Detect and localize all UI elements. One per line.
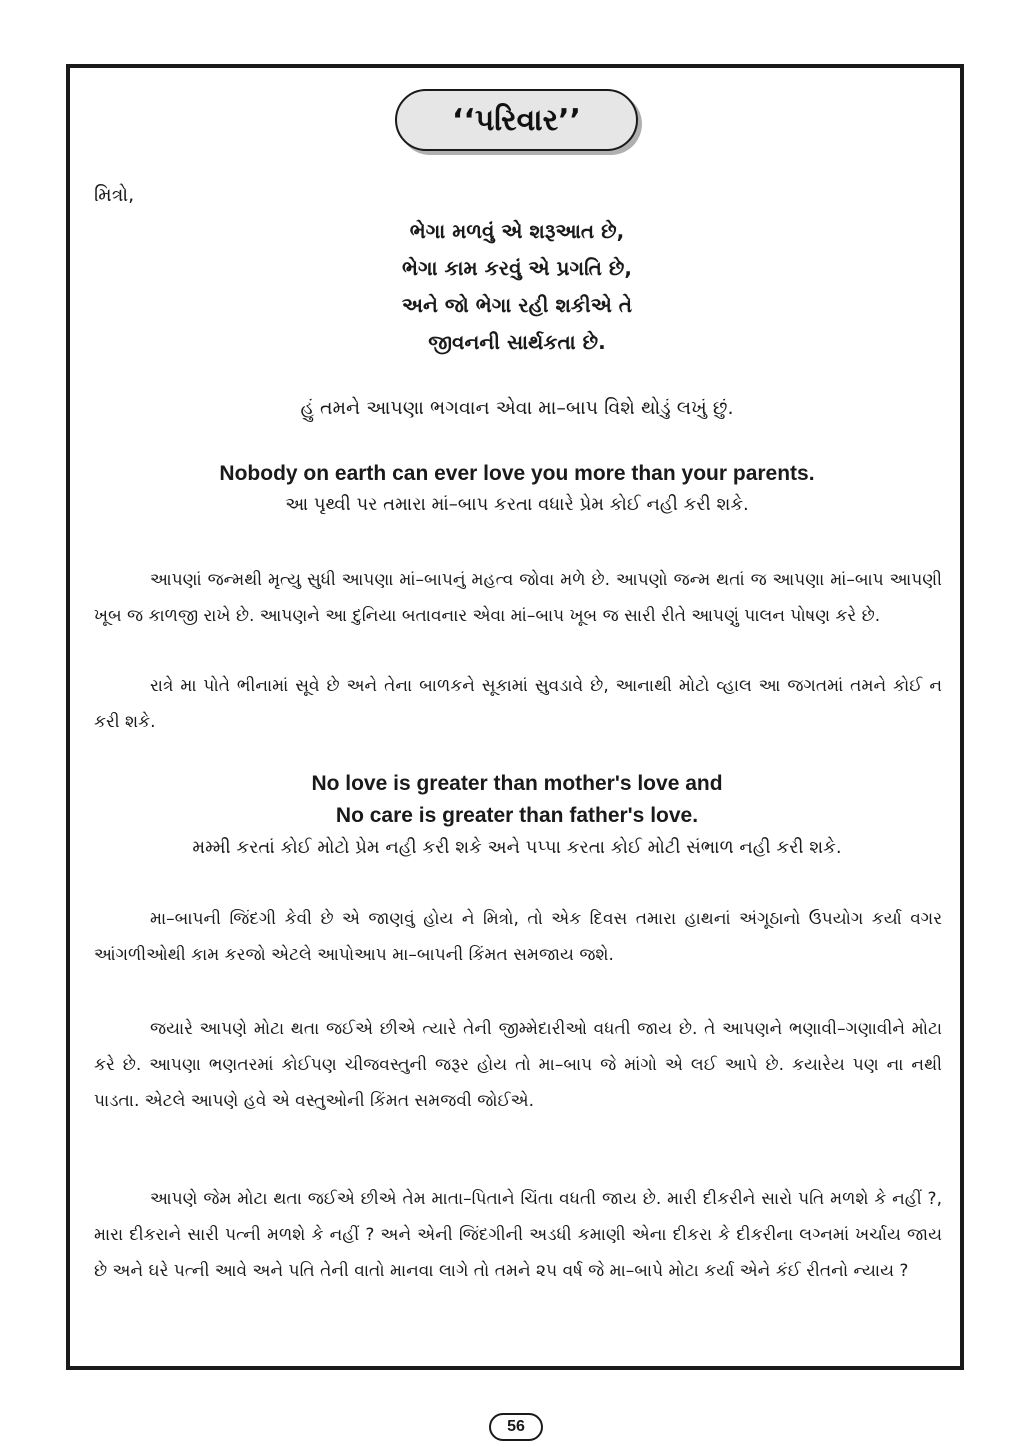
verse-line: ભેગા મળવું એ શરૂઆત છે, — [409, 219, 625, 243]
page-number: 56 — [489, 1413, 543, 1441]
verse-line: અને જો ભેગા રહી શકીએ તે — [401, 293, 633, 317]
verse-block — [0, 213, 1034, 361]
intro-line: હું તમને આપણા ભગવાન એવા મા–બાપ વિશે થોડું લખું છું. — [300, 397, 734, 419]
paragraph-2: રાત્રે મા પોતે ભીનામાં સૂવે છે અને તેના બાળકને સૂકામાં સુવડાવે છે, આનાથી મોટો વ્હાલ આ જગતમાં તમને કોઈ ન કરી શકે. — [94, 676, 942, 732]
verse-line: ભેગા કામ કરવું એ પ્રગતિ છે, — [402, 256, 632, 280]
gujarati-quote-1: આ પૃથ્વી પર તમારા માં–બાપ કરતા વધારે પ્રેમ કોઈ નહી કરી શકે. — [285, 494, 749, 515]
paragraph-1: આપણાં જન્મથી મૃત્યુ સુધી આપણા માં–બાપનું મહત્વ જોવા મળે છે. આપણો જન્મ થતાં જ આપણા માં–બાપ આપણી ખૂબ જ કાળજી રાખે છે. આપણને આ દુનિયા બતાવનાર એવા માં–બાપ ખૂબ જ સારી રીતે આપણું પાલન પોષણ કરે છે. — [94, 570, 942, 626]
english-quote-1: Nobody on earth can ever love you more than your parents. — [219, 462, 815, 485]
gujarati-quote-2: મમ્મી કરતાં કોઈ મોટો પ્રેમ નહી કરી શકે અને પપ્પા કરતા કોઈ મોટી સંભાળ નહી કરી શકે. — [192, 837, 842, 858]
greeting: મિત્રો, — [94, 184, 135, 206]
english-quote-2-line-1: No love is greater than mother's love and — [311, 772, 723, 795]
paragraph-4: જયારે આપણે મોટા થતા જઈએ છીએ ત્યારે તેની જીમ્મેદારીઓ વધતી જાય છે. તે આપણને ભણાવી–ગણાવીને મોટા કરે છે. આપણા ભણતરમાં કોઈપણ ચીજવસ્તુની જરૂર હોય તો મા–બાપ જે માંગો એ લઈ આપે છે. કયારેય પણ ના નથી પાડતા. એટલે આપણે હવે એ વસ્તુઓની કિંમત સમજવી જોઈએ. — [94, 1019, 942, 1111]
verse-line: જીવનની સાર્થકતા છે. — [428, 330, 606, 354]
paragraph-3: મા–બાપની જિંદગી કેવી છે એ જાણવું હોય ને મિત્રો, તો એક દિવસ તમારા હાથનાં અંગૂઠાનો ઉપયોગ કર્યા વગર આંગળીઓથી કામ કરજો એટલે આપોઆપ મા–બાપની કિંમત સમજાય જશે. — [94, 909, 942, 965]
page-title: ‘‘પરિવાર’’ — [395, 89, 638, 151]
paragraph-5: આપણે જેમ મોટા થતા જઈએ છીએ તેમ માતા–પિતાને ચિંતા વધતી જાય છે. મારી દીકરીને સારો પતિ મળશે કે નહીં ?, મારા દીકરાને સારી પત્ની મળશે કે નહીં ? અને એની જિંદગીની અડધી કમાણી એના દીકરા કે દીકરીના લગ્નમાં ખર્ચાય જાય છે અને ઘરે પત્ની આવે અને પતિ તેની વાતો માનવા લાગે તો તમને ૨૫ વર્ષ જે મા–બાપે મોટા કર્યા એને કંઈ રીતનો ન્યાય ? — [94, 1189, 942, 1281]
english-quote-2-line-2: No care is greater than father's love. — [335, 804, 699, 827]
